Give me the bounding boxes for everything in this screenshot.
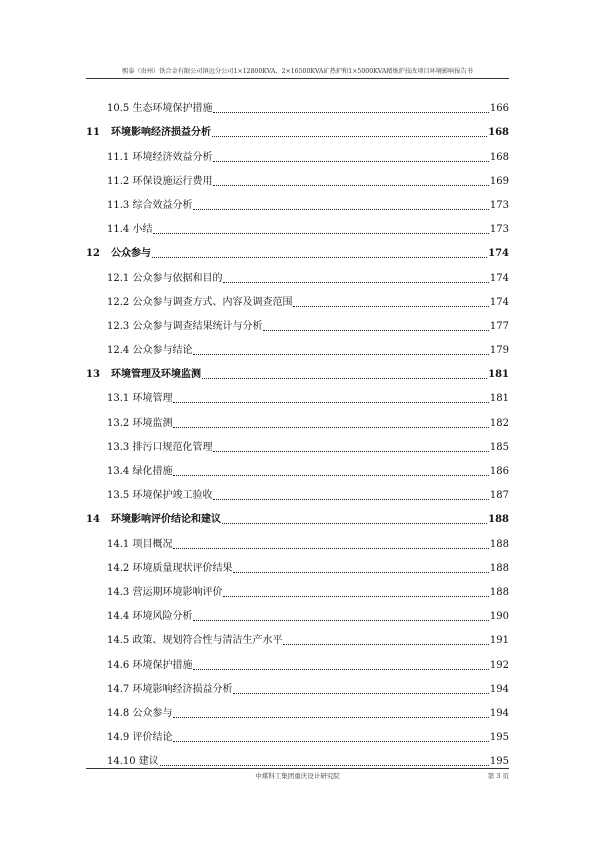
toc-chapter-entry[interactable] xyxy=(86,115,509,139)
toc-entry-page: 188 xyxy=(489,586,509,598)
toc-entry-page: 173 xyxy=(489,224,509,236)
toc-section-entry[interactable] xyxy=(86,405,509,429)
toc-entry-page: 190 xyxy=(489,611,509,623)
toc-chapter-number: 14 xyxy=(86,514,100,526)
toc-entry-title: 11.4 小结 xyxy=(107,224,153,236)
toc-section-entry[interactable] xyxy=(86,599,509,623)
toc-entry-title: 12.4 公众参与结论 xyxy=(107,345,193,357)
toc-entry-title: 14.7 环境影响经济损益分析 xyxy=(107,683,233,695)
toc-entry-title: 13.4 绿化措施 xyxy=(107,466,173,477)
toc-entry-page: 169 xyxy=(489,175,509,187)
toc-dot-leader xyxy=(293,306,488,307)
toc-entry-page: 195 xyxy=(489,732,509,744)
toc-dot-leader xyxy=(202,378,487,379)
footer-page-number: 第 3 页 xyxy=(487,772,509,780)
toc-chapter-entry[interactable] xyxy=(86,502,509,526)
toc-section-entry[interactable] xyxy=(86,647,509,671)
toc-entry-page: 173 xyxy=(489,199,509,211)
toc-entry-title: 14.4 环境风险分析 xyxy=(107,611,193,623)
toc-section-entry[interactable] xyxy=(86,430,509,454)
footer-divider xyxy=(86,768,509,769)
toc-dot-leader xyxy=(283,644,488,645)
header-divider xyxy=(86,78,509,79)
toc-dot-leader xyxy=(193,620,488,621)
toc-entry-title: 14.9 评价结论 xyxy=(107,732,173,744)
toc-entry-page: 188 xyxy=(489,562,509,574)
toc-dot-leader xyxy=(213,451,488,452)
running-header: 熙泰（贵州）铁合金有限公司镇远分公司1×12800KVA、2×16500KVA矿热炉和1×5000KVA精炼炉技改项目环境影响报告书 xyxy=(122,68,473,75)
toc-section-entry[interactable] xyxy=(86,623,509,647)
toc-section-entry[interactable] xyxy=(86,188,509,212)
toc-entry-title: 公众参与 xyxy=(111,248,151,260)
toc-dot-leader xyxy=(153,233,488,234)
toc-section-entry[interactable] xyxy=(86,744,509,768)
toc-entry-page: 181 xyxy=(489,393,509,405)
toc-dot-leader xyxy=(173,402,488,403)
toc-entry-title: 14.1 项目概况 xyxy=(107,538,173,550)
toc-entry-title: 14.2 环境质量现状评价结果 xyxy=(107,562,233,574)
toc-entry-title: 环境影响经济损益分析 xyxy=(111,127,211,139)
toc-dot-leader xyxy=(173,741,488,742)
toc-entry-page: 181 xyxy=(488,369,509,381)
toc-dot-leader xyxy=(152,257,487,258)
toc-section-entry[interactable] xyxy=(86,381,509,405)
toc-entry-page: 168 xyxy=(489,151,509,163)
toc-entry-page: 194 xyxy=(489,707,509,719)
toc-section-entry[interactable] xyxy=(86,526,509,550)
toc-entry-title: 14.6 环境保护措施 xyxy=(107,659,193,671)
toc-dot-leader xyxy=(213,161,488,162)
toc-section-entry[interactable] xyxy=(86,478,509,502)
toc-section-entry[interactable] xyxy=(86,309,509,333)
toc-entry-page: 192 xyxy=(489,659,509,671)
toc-entry-page: 177 xyxy=(489,320,509,332)
toc-entry-title: 11.3 综合效益分析 xyxy=(107,199,193,211)
toc-dot-leader xyxy=(173,475,488,476)
toc-entry-page: 166 xyxy=(489,103,509,115)
toc-section-entry[interactable] xyxy=(86,672,509,696)
toc-entry-title: 11.2 环保设施运行费用 xyxy=(107,175,213,187)
toc-dot-leader xyxy=(160,765,489,766)
toc-entry-title: 11.1 环境经济效益分析 xyxy=(107,151,213,163)
toc-entry-page: 188 xyxy=(488,514,509,526)
toc-entry-page: 174 xyxy=(489,296,509,308)
toc-chapter-number: 13 xyxy=(86,369,100,381)
toc-entry-page: 179 xyxy=(489,345,509,357)
toc-entry-title: 12.1 公众参与依据和目的 xyxy=(107,272,223,284)
toc-entry-title: 环境影响评价结论和建议 xyxy=(111,514,221,526)
toc-entry-title: 13.1 环境管理 xyxy=(107,393,173,405)
toc-section-entry[interactable] xyxy=(86,551,509,575)
toc-entry-page: 174 xyxy=(489,272,509,284)
toc-dot-leader xyxy=(193,209,488,210)
toc-dot-leader xyxy=(233,693,488,694)
toc-entry-title: 环境管理及环境监测 xyxy=(111,369,201,381)
toc-dot-leader xyxy=(173,548,488,549)
toc-entry-page: 194 xyxy=(489,683,509,695)
toc-section-entry[interactable] xyxy=(86,333,509,357)
toc-entry-page: 187 xyxy=(489,490,509,502)
toc-entry-title: 10.5 生态环境保护措施 xyxy=(107,103,213,115)
toc-dot-leader xyxy=(213,499,488,500)
toc-entry-page: 195 xyxy=(489,756,509,768)
toc-entry-title: 14.8 公众参与 xyxy=(107,707,173,719)
toc-section-entry[interactable] xyxy=(86,212,509,236)
toc-chapter-entry[interactable] xyxy=(86,357,509,381)
table-of-contents xyxy=(86,91,509,768)
toc-entry-page: 191 xyxy=(489,635,509,647)
footer-organization: 中煤科工集团重庆设计研究院 xyxy=(255,772,340,780)
toc-entry-title: 13.2 环境监测 xyxy=(107,417,173,429)
toc-dot-leader xyxy=(213,185,488,186)
toc-section-entry[interactable] xyxy=(86,454,509,478)
toc-chapter-number: 11 xyxy=(86,127,100,139)
toc-entry-title: 12.3 公众参与调查结果统计与分析 xyxy=(107,320,263,332)
toc-dot-leader xyxy=(173,717,488,718)
toc-section-entry[interactable] xyxy=(86,696,509,720)
toc-chapter-entry[interactable] xyxy=(86,236,509,260)
toc-entry-title: 14.3 营运期环境影响评价 xyxy=(107,586,223,598)
toc-dot-leader xyxy=(233,572,488,573)
toc-dot-leader xyxy=(193,354,488,355)
toc-entry-title: 13.5 环境保护竣工验收 xyxy=(107,490,213,502)
toc-entry-page: 188 xyxy=(489,538,509,550)
toc-dot-leader xyxy=(173,427,488,428)
toc-chapter-number: 12 xyxy=(86,248,100,260)
toc-section-entry[interactable] xyxy=(86,260,509,284)
toc-dot-leader xyxy=(222,523,487,524)
toc-section-entry[interactable] xyxy=(86,575,509,599)
toc-dot-leader xyxy=(213,112,488,113)
toc-entry-page: 185 xyxy=(489,441,509,453)
toc-section-entry[interactable] xyxy=(86,139,509,163)
toc-entry-title: 13.3 排污口规范化管理 xyxy=(107,441,213,453)
toc-section-entry[interactable] xyxy=(86,720,509,744)
toc-entry-title: 14.5 政策、规划符合性与清洁生产水平 xyxy=(107,635,283,647)
toc-dot-leader xyxy=(223,282,488,283)
toc-dot-leader xyxy=(263,330,488,331)
toc-dot-leader xyxy=(212,136,487,137)
toc-entry-page: 174 xyxy=(488,248,509,260)
toc-entry-title: 14.10 建议 xyxy=(107,756,159,768)
toc-entry-page: 186 xyxy=(489,466,509,477)
toc-entry-title: 12.2 公众参与调查方式、内容及调查范围 xyxy=(107,296,293,308)
toc-section-entry[interactable] xyxy=(86,91,509,115)
toc-entry-page: 182 xyxy=(489,417,509,429)
toc-section-entry[interactable] xyxy=(86,285,509,309)
toc-section-entry[interactable] xyxy=(86,164,509,188)
toc-dot-leader xyxy=(223,596,488,597)
toc-entry-page: 168 xyxy=(488,127,509,139)
toc-dot-leader xyxy=(193,669,488,670)
